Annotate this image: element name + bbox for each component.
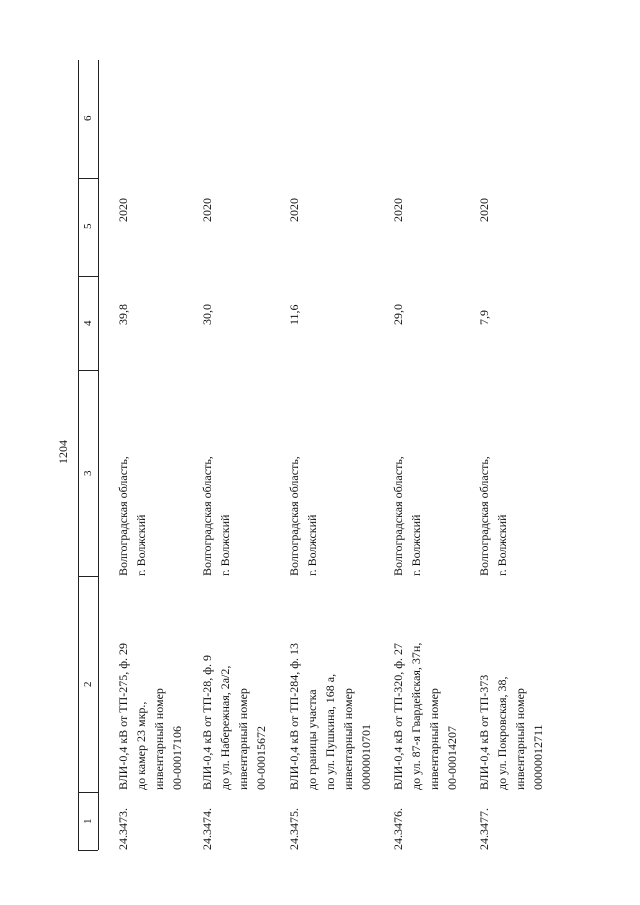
- column-separator-5-4: [78, 276, 98, 277]
- row-length: 29,0: [391, 304, 405, 325]
- row-id: 24.3475.: [287, 808, 301, 850]
- row-length: 30,0: [200, 304, 214, 325]
- row-id: 24.3476.: [391, 808, 405, 850]
- row-name: ВЛИ-0,4 кВ от ТП-275, ф. 29 до камер 23 мкр., инвентарный номер 00-00017106: [116, 642, 184, 790]
- table-bottom-border: [78, 850, 98, 851]
- row-length: 11,6: [287, 304, 301, 325]
- row-id: 24.3473.: [116, 808, 130, 850]
- column-header-4: 4: [82, 320, 94, 326]
- row-year: 2020: [116, 198, 130, 222]
- page-number: 1204: [56, 440, 70, 464]
- row-location: Волгоградская область, г. Волжский: [200, 456, 232, 576]
- column-header-1: 1: [82, 818, 94, 824]
- row-location: Волгоградская область, г. Волжский: [477, 456, 509, 576]
- row-name: ВЛИ-0,4 кВ от ТП-320, ф. 27 до ул. 87-я Гвардейская, 37н, инвентарный номер 00-00014207: [391, 642, 459, 790]
- row-year: 2020: [391, 198, 405, 222]
- row-name: ВЛИ-0,4 кВ от ТП-284, ф. 13 до границы участка по ул. Пушкина, 168 а, инвентарный номер 00000010701: [287, 642, 373, 790]
- column-separator-2-1: [78, 792, 98, 793]
- row-location: Волгоградская область, г. Волжский: [391, 456, 423, 576]
- row-id: 24.3474.: [200, 808, 214, 850]
- column-separator-3-2: [78, 576, 98, 577]
- row-location: Волгоградская область, г. Волжский: [116, 456, 148, 576]
- row-length: 7,9: [477, 310, 491, 325]
- column-header-3: 3: [82, 470, 94, 476]
- row-year: 2020: [477, 198, 491, 222]
- row-year: 2020: [200, 198, 214, 222]
- table-header-right-border: [98, 60, 99, 850]
- column-separator-4-3: [78, 370, 98, 371]
- row-name: ВЛИ-0,4 кВ от ТП-373 до ул. Покровская, 38, инвентарный номер 00000012711: [477, 674, 545, 790]
- row-name: ВЛИ-0,4 кВ от ТП-28, ф. 9 до ул. Набережная, 2а/2, инвентарный номер 00-00015672: [200, 654, 268, 790]
- column-header-6: 6: [82, 115, 94, 121]
- column-header-5: 5: [82, 223, 94, 229]
- row-length: 39,8: [116, 304, 130, 325]
- row-location: Волгоградская область, г. Волжский: [287, 456, 319, 576]
- column-header-2: 2: [82, 681, 94, 687]
- row-year: 2020: [287, 198, 301, 222]
- column-separator-6-5: [78, 178, 98, 179]
- row-id: 24.3477.: [477, 808, 491, 850]
